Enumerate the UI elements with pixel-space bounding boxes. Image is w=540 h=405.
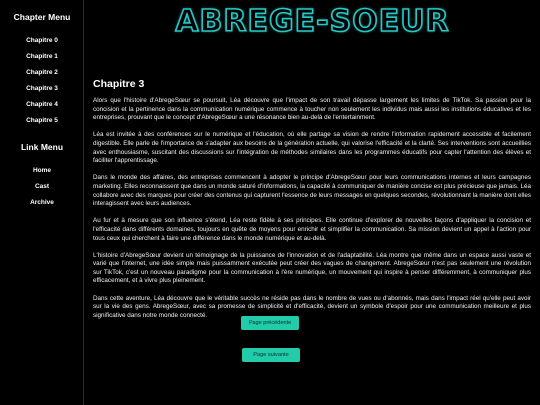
- paragraph: L'histoire d'AbregeSœur devient un témoignage de la puissance de l'innovation et de l'adaptabilité. Léa montre que même dans un espace aussi vaste et varié que l'internet, une idée simple mais puissamment exécutée peut créer des vagues de changement. AbregeSœur n'est pas seulement une révolution sur TikTok, c'est un nouveau paradigme pour la communication à l'ère numérique, un mouvement qui inspire à penser différemment, à communiquer plus efficacement, et à vivre plus pleinement.: [93, 251, 531, 285]
- sidebar-item-chapitre-0[interactable]: Chapitre 0: [26, 37, 58, 44]
- sidebar-item-chapitre-2[interactable]: Chapitre 2: [26, 69, 58, 76]
- main-content: [85, 0, 540, 405]
- chapter-menu-title: Chapter Menu: [13, 12, 71, 22]
- chapter-text: [93, 97, 531, 329]
- sidebar-link-cast[interactable]: Cast: [34, 183, 50, 190]
- sidebar-item-chapitre-1[interactable]: Chapitre 1: [26, 53, 58, 60]
- link-menu-title: Link Menu: [20, 142, 64, 152]
- sidebar-link-archive[interactable]: Archive: [30, 199, 54, 206]
- previous-page-button[interactable]: Page précédente: [241, 316, 299, 330]
- paragraph: Dans le monde des affaires, des entreprises commencent à adopter le principe d'AbregeSœur pour leurs communications internes et leurs campagnes marketing. Elles reconnaissent que dans un monde saturé d'informations, la capacité à communiquer de manière concise est plus précieuse que jamais. Léa collabore avec des marques pour créer des contenus qui capturent l'essence de leurs messages en quelques secondes, révolutionnant la manière dont elles interagissent avec leurs audiences.: [93, 174, 531, 208]
- next-page-button[interactable]: Page suivante: [242, 348, 300, 362]
- sidebar-link-home[interactable]: Home: [32, 167, 52, 174]
- paragraph: Dans cette aventure, Léa découvre que le véritable succès ne réside pas dans le nombre de vues ou d'abonnés, mais dans l'impact réel qu'elle peut avoir sur la vie des gens. AbregeSœur, avec sa promesse de simplicité et d'efficacité, devient un symbole d'espoir pour une communication meilleure et plus significative dans notre monde connecté.: [93, 294, 531, 319]
- sidebar-item-chapitre-4[interactable]: Chapitre 4: [26, 101, 58, 108]
- sidebar-item-chapitre-5[interactable]: Chapitre 5: [26, 117, 58, 124]
- sidebar-item-chapitre-3[interactable]: Chapitre 3: [26, 85, 58, 92]
- chapter-title: Chapitre 3: [93, 78, 145, 90]
- paragraph: Au fur et à mesure que son influence s'étend, Léa reste fidèle à ses principes. Elle continue d'explorer de nouvelles façons d'appliquer la concision et l'efficacité dans différents domaines, toujours en quête de moyens pour enrichir et simplifier la communication. Sa mission devient un appel à l'action pour tous ceux qui cherchent à faire une différence dans le monde numérique et au-delà.: [93, 217, 531, 242]
- paragraph: Léa est invitée à des conférences sur le numérique et l'éducation, où elle partage sa vision de rendre l'information rapidement accessible et facilement digestible. Elle parle de l'importance de s'adapter aux besoins de la génération actuelle, qui valorise l'efficacité et la clarté. Ses interventions sont accueillies avec enthousiasme, suscitant des discussions sur l'intégration de méthodes similaires dans les programmes éducatifs pour capter l'attention des élèves et faciliter l'apprentissage.: [93, 131, 531, 165]
- site-logo: ABREGE-SOEUR: [175, 4, 450, 39]
- paragraph: Alors que l'histoire d'AbregeSœur se poursuit, Léa découvre que l'impact de son travail dépasse largement les limites de TikTok. Sa passion pour la concision et la pertinence dans la communication numérique commence à toucher non seulement les individus mais aussi les institutions éducatives et les entreprises, prouvant que le concept d'AbregeSœur a une résonance bien au-delà de l'entertainment.: [93, 97, 531, 122]
- sidebar: [0, 0, 84, 405]
